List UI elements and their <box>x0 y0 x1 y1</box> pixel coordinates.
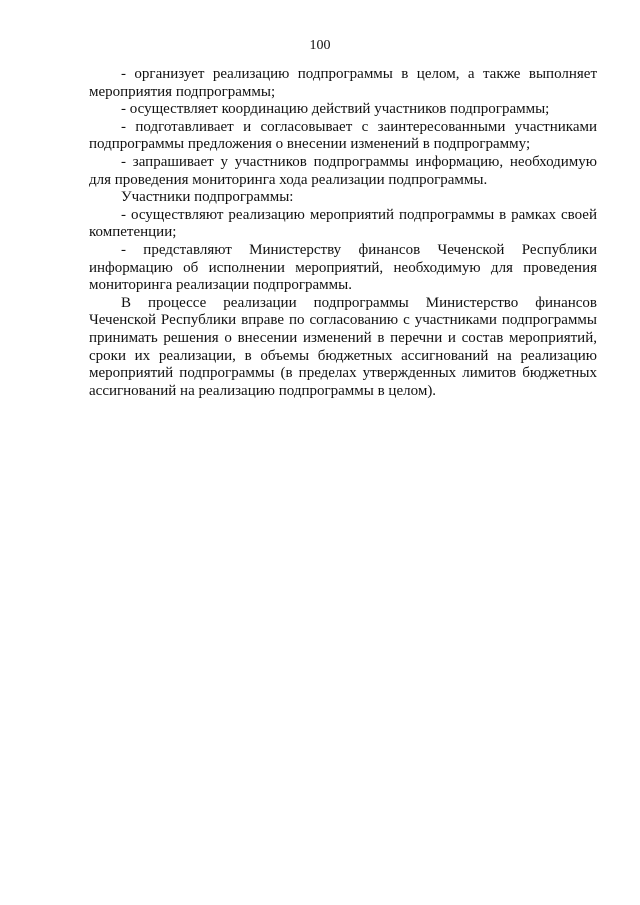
paragraph: Участники подпрограммы: <box>121 189 294 206</box>
paragraph: - представляют Министерству финансов Чеченской Республики информацию об исполнении мероприятий, необходимую для проведения мониторинга реализации подпрограммы. <box>89 241 597 294</box>
paragraph: - осуществляет координацию действий участников подпрограммы; <box>121 101 550 118</box>
paragraph: - осуществляют реализацию мероприятий подпрограммы в рамках своей компетенции; <box>89 206 597 241</box>
document-body <box>89 66 597 400</box>
paragraph: - организует реализацию подпрограммы в целом, а также выполняет мероприятия подпрограммы; <box>89 66 597 100</box>
paragraph: - подготавливает и согласовывает с заинтересованными участниками подпрограммы предложения о внесении изменений в подпрограмму; <box>89 118 597 153</box>
page-number: 100 <box>309 38 331 53</box>
paragraph: В процессе реализации подпрограммы Министерство финансов Чеченской Республики вправе по согласованию с участниками подпрограммы принимать решения о внесении изменений в перечни и состав мероприятий, сроки их реализации, в объемы бюджетных ассигнований на реализацию мероприятий подпрограммы (в пределах утвержденных лимитов бюджетных ассигнований на реализацию подпрограммы в целом). <box>89 294 597 399</box>
paragraph: - запрашивает у участников подпрограммы информацию, необходимую для проведения мониторинга хода реализации подпрограммы. <box>89 153 597 188</box>
